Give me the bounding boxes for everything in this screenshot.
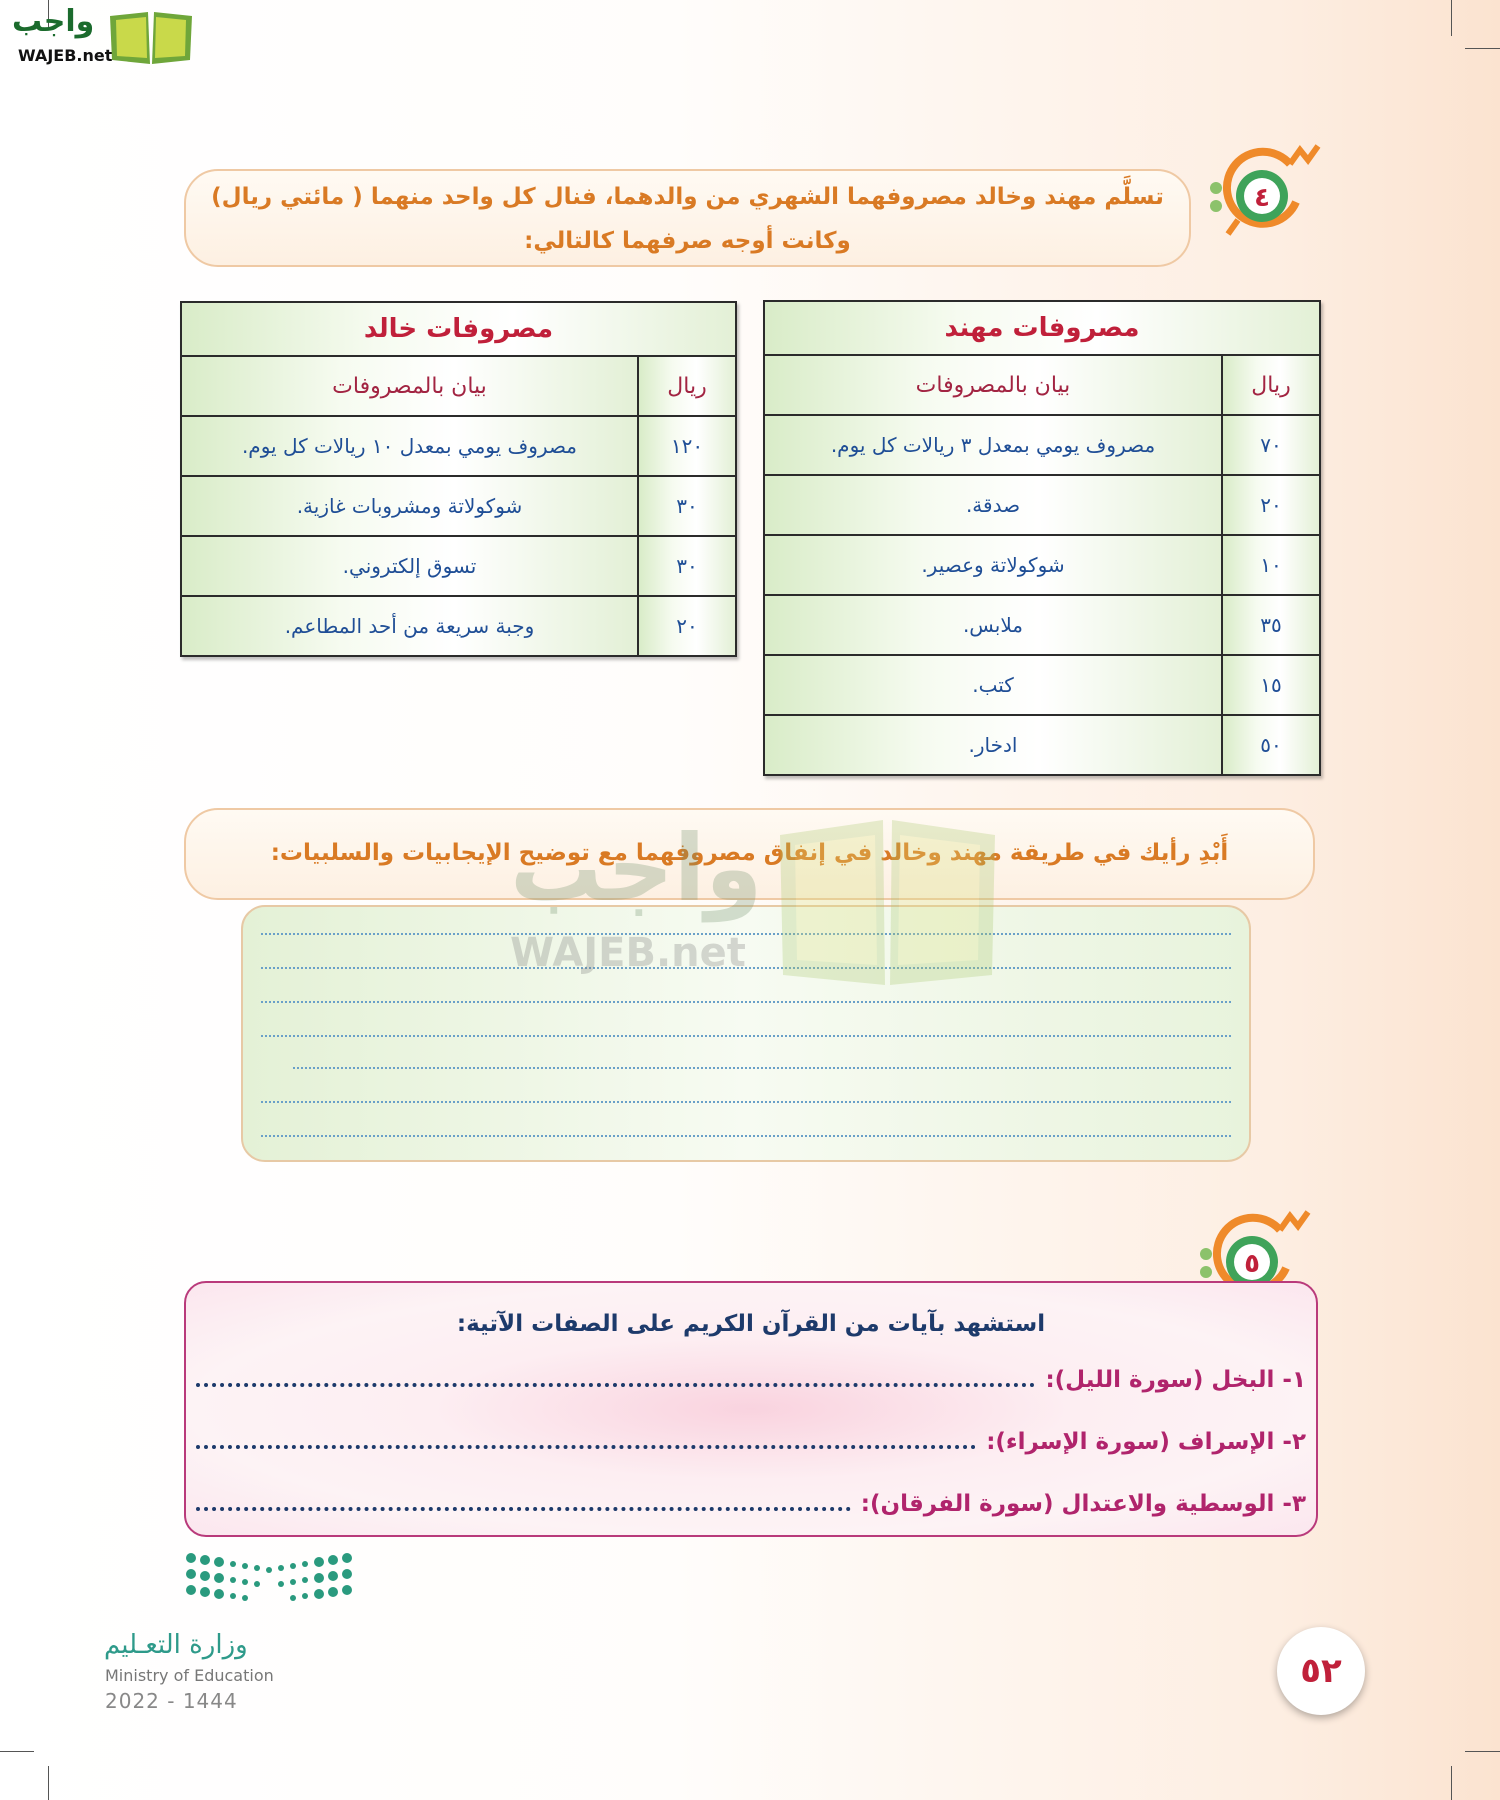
table-row bbox=[764, 595, 1320, 655]
description-cell: ادخار. bbox=[764, 715, 1222, 775]
amount-cell: ٢٠ bbox=[1222, 475, 1320, 535]
crop-mark bbox=[1451, 1766, 1452, 1800]
ministry-dot bbox=[302, 1593, 308, 1599]
answer-line bbox=[261, 1135, 1231, 1137]
answer-line bbox=[261, 1101, 1231, 1103]
amount-cell: ٥٠ bbox=[1222, 715, 1320, 775]
column-header-description: بيان بالمصروفات bbox=[181, 356, 638, 416]
ministry-dot bbox=[200, 1571, 210, 1581]
ministry-dot bbox=[328, 1571, 338, 1581]
answer-line bbox=[261, 1001, 1231, 1003]
table-title: مصروفات خالد bbox=[181, 302, 736, 356]
ministry-dot bbox=[290, 1563, 296, 1569]
ministry-dot bbox=[278, 1581, 284, 1587]
question-4-badge-icon bbox=[1210, 140, 1322, 240]
description-cell: مصروف يومي بمعدل ٣ ريالات كل يوم. bbox=[764, 415, 1222, 475]
ministry-dot bbox=[314, 1573, 324, 1583]
ministry-dot bbox=[230, 1577, 236, 1583]
crop-mark bbox=[1465, 48, 1500, 49]
answer-line bbox=[261, 1035, 1231, 1037]
ministry-dot bbox=[254, 1581, 260, 1587]
table-row bbox=[181, 416, 736, 476]
ministry-dot bbox=[290, 1579, 296, 1585]
ministry-dot bbox=[186, 1585, 196, 1595]
amount-cell: ٣٠ bbox=[638, 476, 736, 536]
ministry-dot bbox=[186, 1553, 196, 1563]
amount-cell: ١٥ bbox=[1222, 655, 1320, 715]
ministry-dot bbox=[214, 1557, 224, 1567]
watermark-english: WAJEB.net bbox=[510, 930, 746, 976]
ministry-dot bbox=[230, 1593, 236, 1599]
ministry-dot bbox=[328, 1555, 338, 1565]
table-row bbox=[764, 535, 1320, 595]
ministry-dot bbox=[242, 1563, 248, 1569]
answer-dotted-line bbox=[196, 1435, 976, 1449]
ministry-dot bbox=[342, 1585, 352, 1595]
table-title: مصروفات مهند bbox=[764, 301, 1320, 355]
answer-dotted-line bbox=[196, 1373, 1035, 1387]
table-row bbox=[764, 415, 1320, 475]
question-5-prompt: استشهد بآيات من القرآن الكريم على الصفات الآتية: bbox=[456, 1311, 1046, 1337]
description-cell: تسوق إلكتروني. bbox=[181, 536, 638, 596]
ministry-dot bbox=[200, 1555, 210, 1565]
ministry-dot bbox=[214, 1589, 224, 1599]
description-cell: مصروف يومي بمعدل ١٠ ريالات كل يوم. bbox=[181, 416, 638, 476]
item-label: ٢- الإسراف (سورة الإسراء): bbox=[986, 1429, 1306, 1455]
question-4-prompt-box bbox=[184, 169, 1191, 267]
ministry-logo bbox=[100, 1552, 370, 1722]
ministry-dot bbox=[278, 1565, 284, 1571]
ministry-dot bbox=[290, 1595, 296, 1601]
column-header-amount: ريال bbox=[638, 356, 736, 416]
ministry-arabic: وزارة التعـليم bbox=[104, 1630, 248, 1660]
answer-line bbox=[261, 933, 1231, 935]
column-header-description: بيان بالمصروفات bbox=[764, 355, 1222, 415]
edition-year: 2022 - 1444 bbox=[105, 1689, 238, 1713]
description-cell: وجبة سريعة من أحد المطاعم. bbox=[181, 596, 638, 656]
ministry-dot bbox=[342, 1553, 352, 1563]
ministry-dot bbox=[342, 1569, 352, 1579]
crop-mark bbox=[0, 1751, 34, 1752]
answer-item-moderation[interactable] bbox=[196, 1473, 1306, 1535]
crop-mark bbox=[48, 1766, 49, 1800]
ministry-dot bbox=[314, 1589, 324, 1599]
table-row bbox=[764, 715, 1320, 775]
opinion-prompt: أَبْدِ رأيك في طريقة مهند وخالد في إنفاق مصروفهما مع توضيح الإيجابيات والسلبيات: bbox=[270, 840, 1229, 866]
watermark-arabic: واجب bbox=[510, 815, 763, 922]
question-5-box bbox=[184, 1281, 1318, 1537]
ministry-dot bbox=[200, 1587, 210, 1597]
opinion-answer-area[interactable] bbox=[241, 905, 1251, 1162]
answer-item-extravagance[interactable] bbox=[196, 1411, 1306, 1473]
table-row bbox=[764, 655, 1320, 715]
ministry-dot bbox=[266, 1567, 272, 1573]
question-4-line-1: تسلَّم مهند وخالد مصروفهما الشهري من والدهما، فنال كل واحد منهما ( مائتي ريال) bbox=[211, 184, 1164, 210]
ministry-dot bbox=[302, 1577, 308, 1583]
ministry-dot bbox=[242, 1579, 248, 1585]
ministry-english: Ministry of Education bbox=[105, 1666, 274, 1685]
amount-cell: ٧٠ bbox=[1222, 415, 1320, 475]
amount-cell: ٣٥ bbox=[1222, 595, 1320, 655]
crop-mark bbox=[1465, 1751, 1500, 1752]
amount-cell: ٢٠ bbox=[638, 596, 736, 656]
ministry-dot bbox=[302, 1561, 308, 1567]
amount-cell: ١٠ bbox=[1222, 535, 1320, 595]
description-cell: صدقة. bbox=[764, 475, 1222, 535]
answer-item-stinginess[interactable] bbox=[196, 1349, 1306, 1411]
ministry-dot bbox=[254, 1565, 260, 1571]
question-5-number: ٥ bbox=[1244, 1249, 1260, 1279]
crop-mark bbox=[1451, 0, 1452, 36]
khaled-expenses-table bbox=[180, 301, 737, 657]
description-cell: شوكولاتة ومشروبات غازية. bbox=[181, 476, 638, 536]
table-row bbox=[181, 596, 736, 656]
description-cell: كتب. bbox=[764, 655, 1222, 715]
logo-arabic: واجب bbox=[12, 4, 95, 39]
amount-cell: ٣٠ bbox=[638, 536, 736, 596]
amount-cell: ١٢٠ bbox=[638, 416, 736, 476]
table-row bbox=[764, 475, 1320, 535]
description-cell: شوكولاتة وعصير. bbox=[764, 535, 1222, 595]
ministry-dot bbox=[328, 1587, 338, 1597]
logo-english: WAJEB.net bbox=[18, 46, 113, 65]
description-cell: ملابس. bbox=[764, 595, 1222, 655]
question-4-number: ٤ bbox=[1254, 183, 1270, 213]
ministry-dot bbox=[230, 1561, 236, 1567]
book-icon bbox=[108, 8, 194, 66]
ministry-dot bbox=[186, 1569, 196, 1579]
page-number: ٥٢ bbox=[1277, 1627, 1365, 1715]
opinion-prompt-box bbox=[184, 808, 1315, 900]
item-label: ٣- الوسطية والاعتدال (سورة الفرقان): bbox=[860, 1491, 1306, 1517]
column-header-amount: ريال bbox=[1222, 355, 1320, 415]
table-row bbox=[181, 476, 736, 536]
muhannad-expenses-table bbox=[763, 300, 1321, 776]
ministry-dot bbox=[314, 1557, 324, 1567]
answer-line bbox=[261, 967, 1231, 969]
ministry-dot bbox=[242, 1595, 248, 1601]
ministry-dot bbox=[214, 1573, 224, 1583]
wajeb-logo[interactable] bbox=[8, 4, 193, 70]
answer-line bbox=[293, 1067, 1231, 1069]
table-row bbox=[181, 536, 736, 596]
item-label: ١- البخل (سورة الليل): bbox=[1045, 1367, 1306, 1393]
ministry-dots-icon bbox=[185, 1552, 355, 1612]
answer-dotted-line bbox=[196, 1497, 851, 1511]
question-4-line-2: وكانت أوجه صرفهما كالتالي: bbox=[524, 228, 851, 254]
